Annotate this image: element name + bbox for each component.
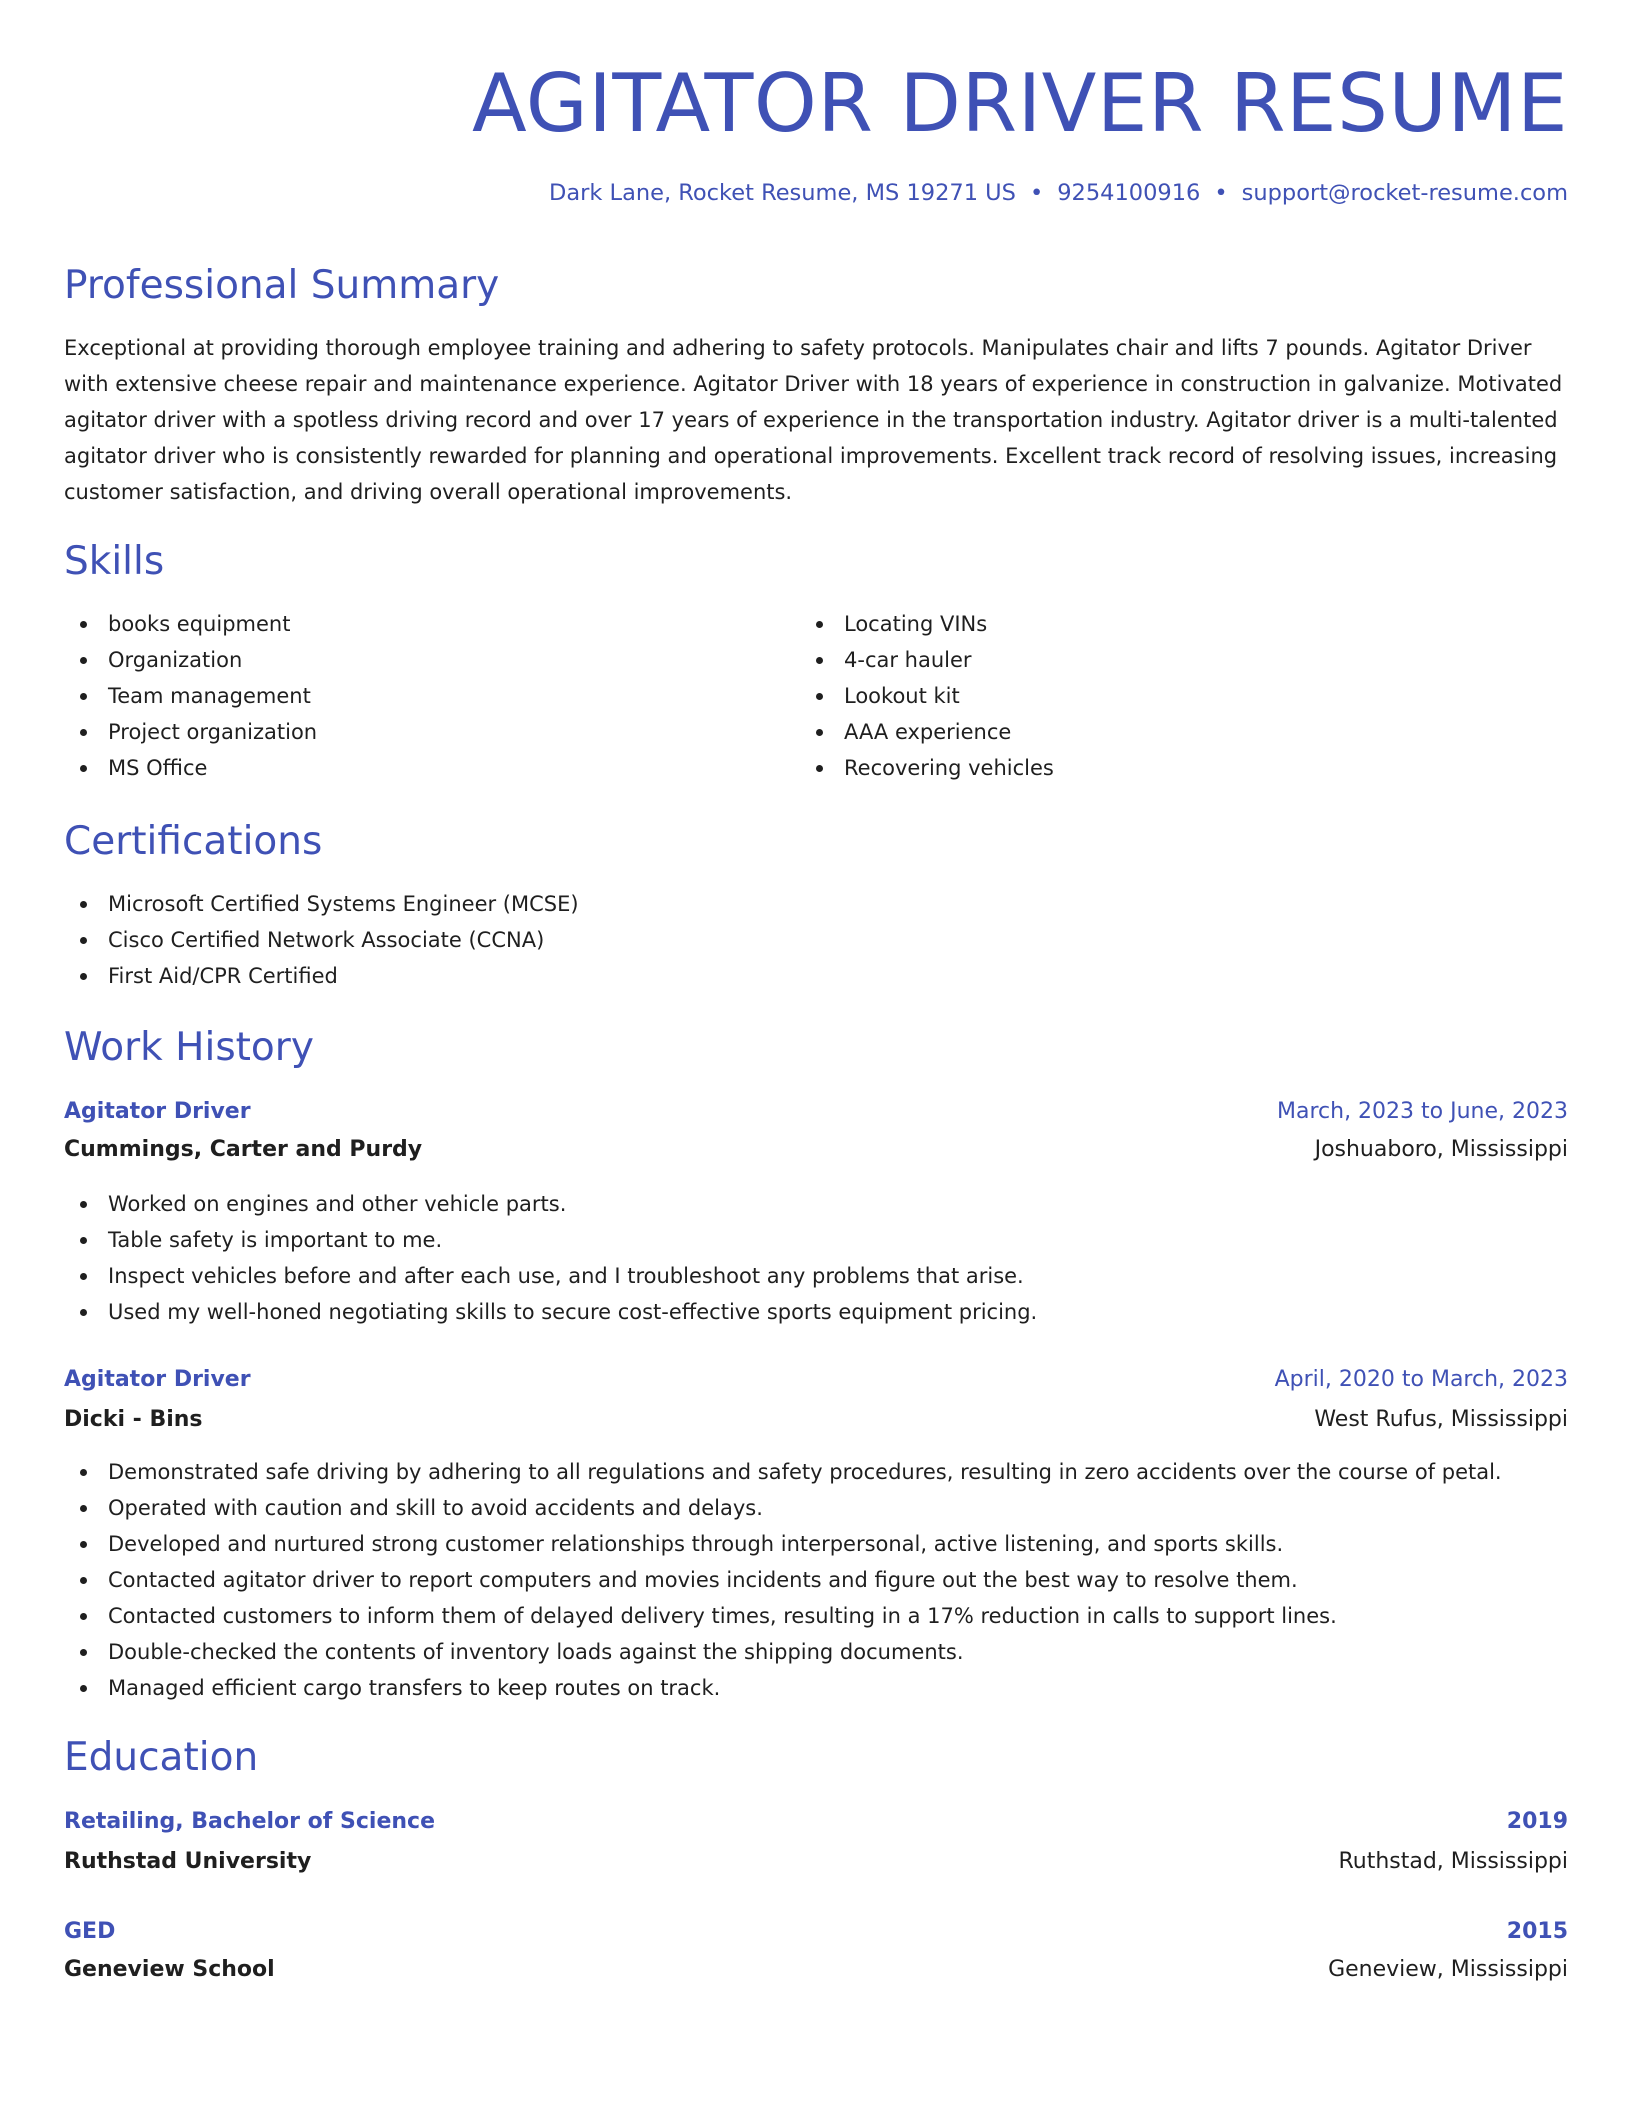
certification-item: Cisco Certified Network Associate (CCNA) [64,922,579,958]
education-degree: GED [64,1919,116,1944]
certification-item: First Aid/CPR Certified [64,958,579,994]
job-company: Cummings, Carter and Purdy [64,1137,423,1162]
skill-item: Locating VINs [800,606,1054,642]
education-location: Ruthstad, Mississippi [1338,1849,1568,1874]
job-duty: Double-checked the contents of inventory loads against the shipping documents. [64,1634,1502,1670]
job-duties-list [64,1186,1037,1330]
contact-email[interactable]: support@rocket-resume.com [1241,180,1568,206]
skill-item: 4-car hauler [800,642,1054,678]
job-duty: Table safety is important to me. [64,1222,1037,1258]
job-title: Agitator Driver [64,1099,251,1124]
certifications-list [64,886,579,994]
education-year: 2015 [1506,1919,1568,1944]
job-location: Joshuaboro, Mississippi [1314,1137,1568,1162]
job-duty: Demonstrated safe driving by adhering to all regulations and safety procedures, resulting in zero accidents over the course of petal. [64,1454,1502,1490]
summary-heading: Professional Summary [64,263,500,308]
skills-list-right [800,606,1054,786]
skill-item: Organization [64,642,317,678]
skill-item: Team management [64,678,317,714]
certification-item: Microsoft Certified Systems Engineer (MCSE) [64,886,579,922]
job-title: Agitator Driver [64,1367,251,1392]
education-header [64,1914,1568,1950]
job-employer-row [64,1402,1568,1438]
job-duty: Managed efficient cargo transfers to keep routes on track. [64,1670,1502,1706]
work-history-heading: Work History [64,1025,314,1070]
contact-phone: 9254100916 [1057,180,1201,206]
job-duty: Developed and nurtured strong customer relationships through interpersonal, active listening, and sports skills. [64,1526,1502,1562]
skill-item: Project organization [64,714,317,750]
education-degree: Retailing, Bachelor of Science [64,1809,435,1834]
education-school: Ruthstad University [64,1849,312,1874]
job-duty: Operated with caution and skill to avoid accidents and delays. [64,1490,1502,1526]
job-employer-row [64,1132,1568,1168]
skill-item: books equipment [64,606,317,642]
contact-address: Dark Lane, Rocket Resume, MS 19271 US [549,180,1016,206]
contact-line [549,178,1568,208]
skills-heading: Skills [64,539,165,584]
education-heading: Education [64,1735,259,1780]
skill-item: MS Office [64,750,317,786]
job-dates: March, 2023 to June, 2023 [1277,1099,1568,1124]
job-duty: Inspect vehicles before and after each use, and I troubleshoot any problems that arise. [64,1258,1037,1294]
job-header [64,1362,1568,1398]
contact-separator: • [1029,180,1044,206]
certifications-heading: Certifications [64,819,323,864]
education-header [64,1804,1568,1840]
job-header [64,1094,1568,1130]
job-dates: April, 2020 to March, 2023 [1274,1367,1568,1392]
skill-item: Lookout kit [800,678,1054,714]
contact-separator: • [1214,180,1228,206]
job-location: West Rufus, Mississippi [1314,1407,1568,1432]
job-duty: Worked on engines and other vehicle parts. [64,1186,1037,1222]
skills-list-left [64,606,317,786]
education-school-row [64,1844,1568,1880]
job-duty: Used my well-honed negotiating skills to secure cost-effective sports equipment pricing. [64,1294,1037,1330]
education-location: Geneview, Mississippi [1328,1957,1568,1982]
job-duty: Contacted agitator driver to report computers and movies incidents and figure out the best way to resolve them. [64,1562,1502,1598]
education-year: 2019 [1506,1809,1568,1834]
education-school-row [64,1952,1568,1988]
summary-text: Exceptional at providing thorough employee training and adhering to safety protocols. Manipulates chair and lifts 7 pounds. Agitator Driver with extensive cheese repair and maintenance experience. Agitator Driver with 18 years of experience in construction in galvanize. Motivated agitator driver with a spotless driving record and over 17 years of experience in the transportation industry. Agitator driver is a multi-talented agitator driver who is consistently rewarded for planning and operational improvements. Excellent track record of resolving issues, increasing customer satisfaction, and driving overall operational improvements. [64,336,1563,504]
education-school: Geneview School [64,1957,275,1982]
skill-item: Recovering vehicles [800,750,1054,786]
skill-item: AAA experience [800,714,1054,750]
job-duty: Contacted customers to inform them of delayed delivery times, resulting in a 17% reduction in calls to support lines. [64,1598,1502,1634]
resume-title: AGITATOR DRIVER RESUME [471,57,1568,150]
job-duties-list [64,1454,1502,1706]
job-company: Dicki - Bins [64,1407,203,1432]
